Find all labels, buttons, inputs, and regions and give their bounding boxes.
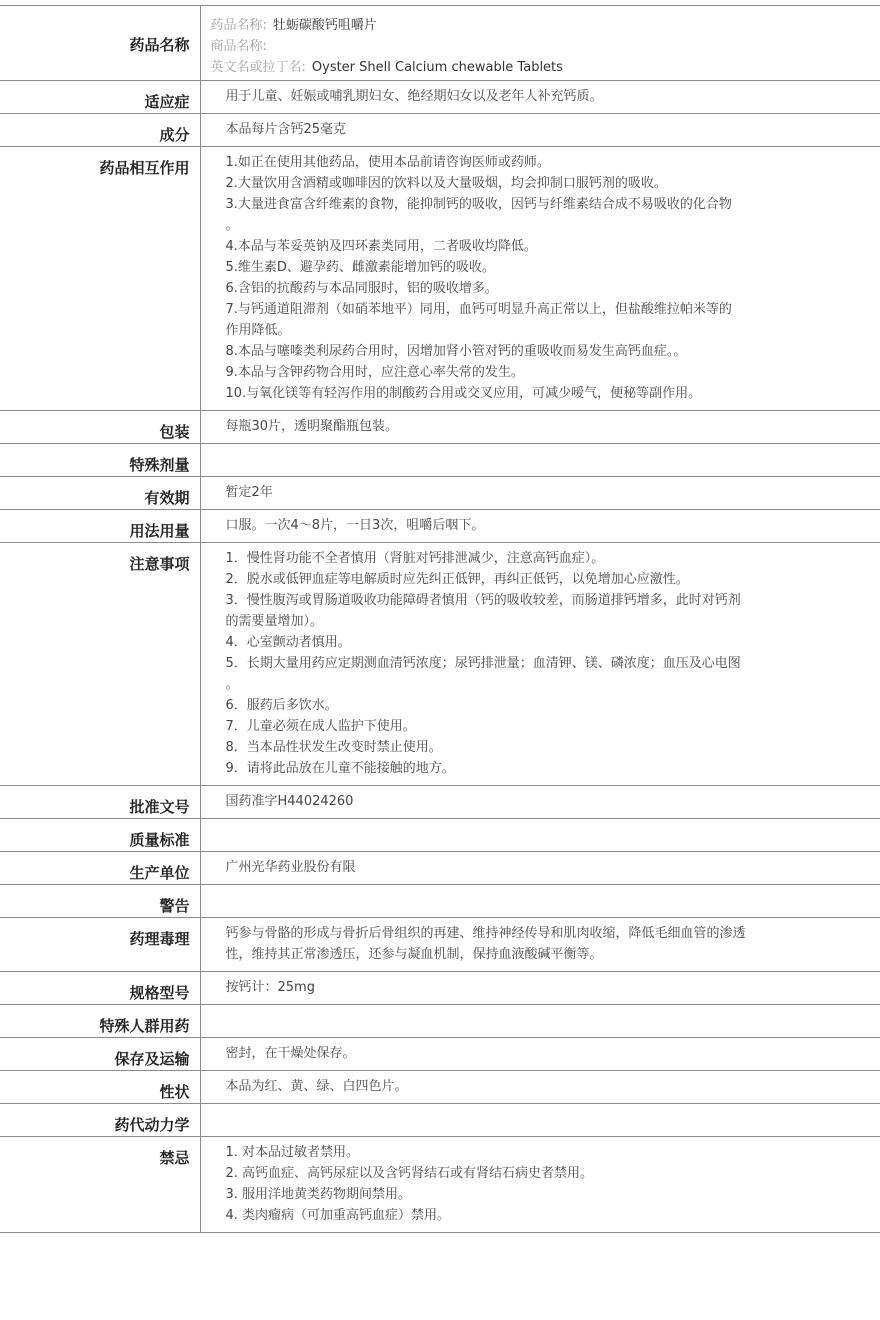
text-line: 2. 高钙血症、高钙尿症以及含钙肾结石或有肾结石病史者禁用。 bbox=[225, 1166, 594, 1181]
row-label-manufacturer: 生产单位 bbox=[0, 852, 200, 885]
row-value-warning bbox=[200, 885, 880, 918]
row-label-interactions: 药品相互作用 bbox=[0, 147, 200, 411]
row-manufacturer bbox=[0, 852, 880, 885]
row-label-ingredients: 成分 bbox=[0, 114, 200, 147]
english-name-value: Oyster Shell Calcium chewable Tablets bbox=[311, 60, 563, 75]
trade-name-label: 商品名称: bbox=[210, 39, 267, 54]
row-value-specification bbox=[200, 972, 880, 1005]
row-label-dosage: 用法用量 bbox=[0, 510, 200, 543]
row-special-dosage bbox=[0, 444, 880, 477]
text-line: 3. 服用洋地黄类药物期间禁用。 bbox=[225, 1187, 412, 1202]
text-line: 7.与钙通道阻滞剂（如硝苯地平）同用，血钙可明显升高正常以上，但盐酸维拉帕米等的 bbox=[225, 302, 732, 317]
row-label-pharmacology: 药理毒理 bbox=[0, 918, 200, 972]
row-label-specification: 规格型号 bbox=[0, 972, 200, 1005]
english-name-label: 英文名或拉丁名: bbox=[210, 60, 306, 75]
text-line: 口服。一次4～8片，一日3次，咀嚼后咽下。 bbox=[225, 518, 485, 533]
text-line: 9.本品与含钾药物合用时，应注意心率失常的发生。 bbox=[225, 365, 524, 380]
text-line: 每瓶30片，透明聚酯瓶包装。 bbox=[225, 419, 399, 434]
text-line: 4. 类肉瘤病（可加重高钙血症）禁用。 bbox=[225, 1208, 451, 1223]
text-line: 10.与氧化镁等有轻泻作用的制酸药合用或交叉应用，可减少嗳气，便秘等副作用。 bbox=[225, 386, 702, 401]
text-line: 作用降低。 bbox=[225, 323, 291, 338]
row-value-pharmacology bbox=[200, 918, 880, 972]
row-indications bbox=[0, 81, 880, 114]
row-label-warning: 警告 bbox=[0, 885, 200, 918]
row-label-name: 药品名称 bbox=[0, 6, 200, 81]
row-name bbox=[0, 6, 880, 81]
row-label-storage: 保存及运输 bbox=[0, 1038, 200, 1071]
text-line: 。 bbox=[225, 218, 239, 233]
row-value-indications bbox=[200, 81, 880, 114]
row-label-package: 包装 bbox=[0, 411, 200, 444]
text-line: 本品为红、黄、绿、白四色片。 bbox=[225, 1079, 408, 1094]
text-line: 9．请将此品放在儿童不能接触的地方。 bbox=[225, 761, 455, 776]
row-precautions bbox=[0, 543, 880, 786]
text-line: 1.如正在使用其他药品，使用本品前请咨询医师或药师。 bbox=[225, 155, 550, 170]
text-line: 国药准字H44024260 bbox=[225, 794, 354, 809]
text-line: 按钙计：25mg bbox=[225, 980, 315, 995]
row-value-interactions bbox=[200, 147, 880, 411]
text-line: 6.含铝的抗酸药与本品同服时，铝的吸收增多。 bbox=[225, 281, 498, 296]
row-package bbox=[0, 411, 880, 444]
text-line: 钙参与骨骼的形成与骨折后骨组织的再建、维持神经传导和肌肉收缩，降低毛细血管的渗透 bbox=[225, 926, 746, 941]
row-label-pharmacokinetics: 药代动力学 bbox=[0, 1104, 200, 1137]
text-line: 1. 对本品过敏者禁用。 bbox=[225, 1145, 360, 1160]
text-line: 6．服药后多饮水。 bbox=[225, 698, 338, 713]
text-line: 8.本品与噻嗪类利尿药合用时，因增加肾小管对钙的重吸收而易发生高钙血症。。 bbox=[225, 344, 687, 359]
text-line: 8．当本品性状发生改变时禁止使用。 bbox=[225, 740, 442, 755]
row-value-ingredients bbox=[200, 114, 880, 147]
generic-name-value: 牡蛎碳酸钙咀嚼片 bbox=[272, 18, 377, 33]
text-line: 密封，在干燥处保存。 bbox=[225, 1046, 356, 1061]
row-dosage bbox=[0, 510, 880, 543]
row-value-manufacturer bbox=[200, 852, 880, 885]
text-line: 1．慢性肾功能不全者慎用（肾脏对钙排泄减少，注意高钙血症）。 bbox=[225, 551, 605, 566]
row-value-name bbox=[200, 6, 880, 81]
row-value-precautions bbox=[200, 543, 880, 786]
generic-name-line bbox=[211, 15, 791, 36]
row-label-special-dosage: 特殊剂量 bbox=[0, 444, 200, 477]
row-value-approval-number bbox=[200, 786, 880, 819]
text-line: 暂定2年 bbox=[225, 485, 273, 500]
text-line: 4．心室颤动者慎用。 bbox=[225, 635, 351, 650]
text-line: 5.维生素D、避孕药、雌激素能增加钙的吸收。 bbox=[225, 260, 495, 275]
row-label-precautions: 注意事项 bbox=[0, 543, 200, 786]
row-contraindications bbox=[0, 1137, 880, 1233]
row-label-quality-standard: 质量标准 bbox=[0, 819, 200, 852]
drug-info-table bbox=[0, 5, 880, 1233]
text-line: 性，维持其正常渗透压，还参与凝血机制，保持血液酸碱平衡等。 bbox=[225, 947, 603, 962]
row-value-pharmacokinetics bbox=[200, 1104, 880, 1137]
english-name-line bbox=[211, 57, 791, 78]
row-storage bbox=[0, 1038, 880, 1071]
row-shelf-life bbox=[0, 477, 880, 510]
row-value-special-dosage bbox=[200, 444, 880, 477]
text-line: 3．慢性腹泻或胃肠道吸收功能障碍者慎用（钙的吸收较差，而肠道排钙增多，此时对钙剂 bbox=[225, 593, 741, 608]
row-label-shelf-life: 有效期 bbox=[0, 477, 200, 510]
text-line: 7．儿童必须在成人监护下使用。 bbox=[225, 719, 416, 734]
drug-info-table-body bbox=[0, 6, 880, 1233]
row-appearance bbox=[0, 1071, 880, 1104]
text-line: 用于儿童、妊娠或哺乳期妇女、绝经期妇女以及老年人补充钙质。 bbox=[225, 89, 603, 104]
row-value-quality-standard bbox=[200, 819, 880, 852]
text-line: 本品每片含钙25毫克 bbox=[225, 122, 347, 137]
text-line: 广州光华药业股份有限 bbox=[225, 860, 356, 875]
text-line: 。 bbox=[225, 677, 239, 692]
trade-name-line bbox=[211, 36, 791, 57]
text-line: 5．长期大量用药应定期测血清钙浓度；尿钙排泄量；血清钾、镁、磷浓度；血压及心电图 bbox=[225, 656, 741, 671]
text-line: 3.大量进食富含纤维素的食物，能抑制钙的吸收，因钙与纤维素结合成不易吸收的化合物 bbox=[225, 197, 732, 212]
row-value-storage bbox=[200, 1038, 880, 1071]
row-special-populations bbox=[0, 1005, 880, 1038]
row-pharmacokinetics bbox=[0, 1104, 880, 1137]
row-label-approval-number: 批准文号 bbox=[0, 786, 200, 819]
row-value-contraindications bbox=[200, 1137, 880, 1233]
row-value-shelf-life bbox=[200, 477, 880, 510]
row-quality-standard bbox=[0, 819, 880, 852]
row-label-indications: 适应症 bbox=[0, 81, 200, 114]
row-label-appearance: 性状 bbox=[0, 1071, 200, 1104]
row-label-special-populations: 特殊人群用药 bbox=[0, 1005, 200, 1038]
row-specification bbox=[0, 972, 880, 1005]
row-pharmacology bbox=[0, 918, 880, 972]
row-label-contraindications: 禁忌 bbox=[0, 1137, 200, 1233]
row-value-dosage bbox=[200, 510, 880, 543]
row-warning bbox=[0, 885, 880, 918]
text-line: 2．脱水或低钾血症等电解质时应先纠正低钾，再纠正低钙，以免增加心应激性。 bbox=[225, 572, 689, 587]
row-interactions bbox=[0, 147, 880, 411]
text-line: 的需要量增加）。 bbox=[225, 614, 324, 629]
row-value-special-populations bbox=[200, 1005, 880, 1038]
row-value-package bbox=[200, 411, 880, 444]
generic-name-label: 药品名称: bbox=[210, 18, 267, 33]
text-line: 4.本品与苯妥英钠及四环素类同用，二者吸收均降低。 bbox=[225, 239, 537, 254]
row-ingredients bbox=[0, 114, 880, 147]
row-approval-number bbox=[0, 786, 880, 819]
row-value-appearance bbox=[200, 1071, 880, 1104]
text-line: 2.大量饮用含酒精或咖啡因的饮料以及大量吸烟，均会抑制口服钙剂的吸收。 bbox=[225, 176, 667, 191]
